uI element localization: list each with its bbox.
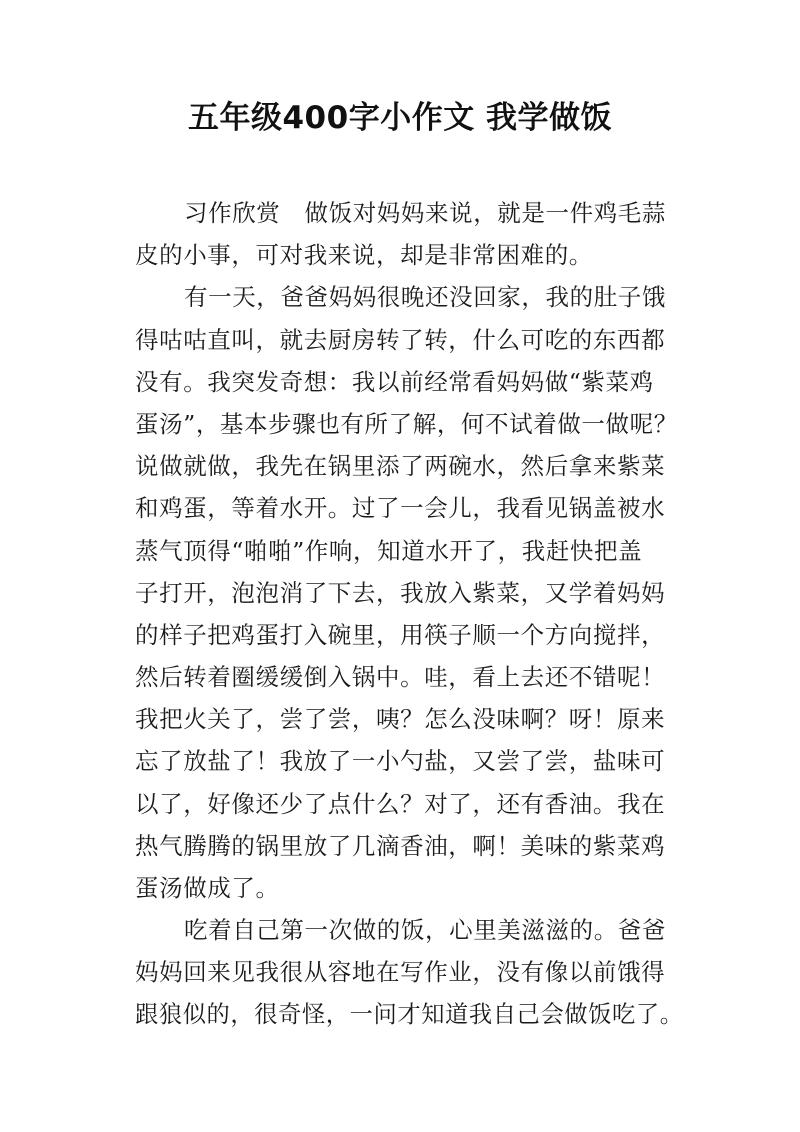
paragraph-2-line-7: 蒸气顶得“啪啪”作响，知道水开了，我赶快把盖 — [135, 536, 643, 565]
paragraph-2-line-3: 没有。我突发奇想：我以前经常看妈妈做“紫菜鸡 — [135, 367, 654, 396]
document-title: 五年级400字小作文 我学做饭 — [187, 100, 612, 136]
paragraph-2-line-12: 忘了放盐了！我放了一小勺盐，又尝了尝，盐味可 — [135, 747, 666, 776]
paragraph-2-line-6: 和鸡蛋，等着水开。过了一会儿，我看见锅盖被水 — [135, 494, 666, 523]
paragraph-2-line-15: 蛋汤做成了。 — [135, 874, 280, 902]
paragraph-1-line-1: 习作欣赏 做饭对妈妈来说，就是一件鸡毛蒜 — [184, 199, 666, 227]
paragraph-2-line-2: 得咕咕直叫，就去厨房转了转，什么可吃的东西都 — [135, 325, 666, 354]
paragraph-2-line-13: 以了，好像还少了点什么？对了，还有香油。我在 — [135, 789, 666, 818]
paragraph-2-line-5: 说做就做，我先在锅里添了两碗水，然后拿来紫菜 — [135, 452, 666, 481]
paragraph-3-line-3: 跟狼似的，很奇怪，一问才知道我自己会做饭吃了。 — [135, 1000, 684, 1028]
paragraph-3-line-1: 吃着自己第一次做的饭，心里美滋滋的。爸爸 — [184, 916, 666, 945]
paragraph-2-line-9: 的样子把鸡蛋打入碗里，用筷子顺一个方向搅拌， — [135, 620, 666, 649]
paragraph-3-line-2: 妈妈回来见我很从容地在写作业，没有像以前饿得 — [135, 958, 666, 987]
paragraph-2-line-8: 子打开，泡泡消了下去，我放入紫菜，又学着妈妈 — [135, 578, 666, 607]
paragraph-2-line-11: 我把火关了，尝了尝，咦？怎么没味啊？呀！原来 — [135, 705, 666, 734]
paragraph-1-line-2: 皮的小事，可对我来说，却是非常困难的。 — [135, 241, 593, 270]
paragraph-2-line-1: 有一天，爸爸妈妈很晚还没回家，我的肚子饿 — [184, 283, 666, 312]
paragraph-2-line-4: 蛋汤”，基本步骤也有所了解，何不试着做一做呢？ — [135, 409, 678, 438]
essay-body — [135, 192, 685, 1036]
paragraph-2-line-14: 热气腾腾的锅里放了几滴香油，啊！美味的紫菜鸡 — [135, 831, 666, 860]
paragraph-2-line-10: 然后转着圈缓缓倒入锅中。哇，看上去还不错呢！ — [135, 663, 666, 692]
